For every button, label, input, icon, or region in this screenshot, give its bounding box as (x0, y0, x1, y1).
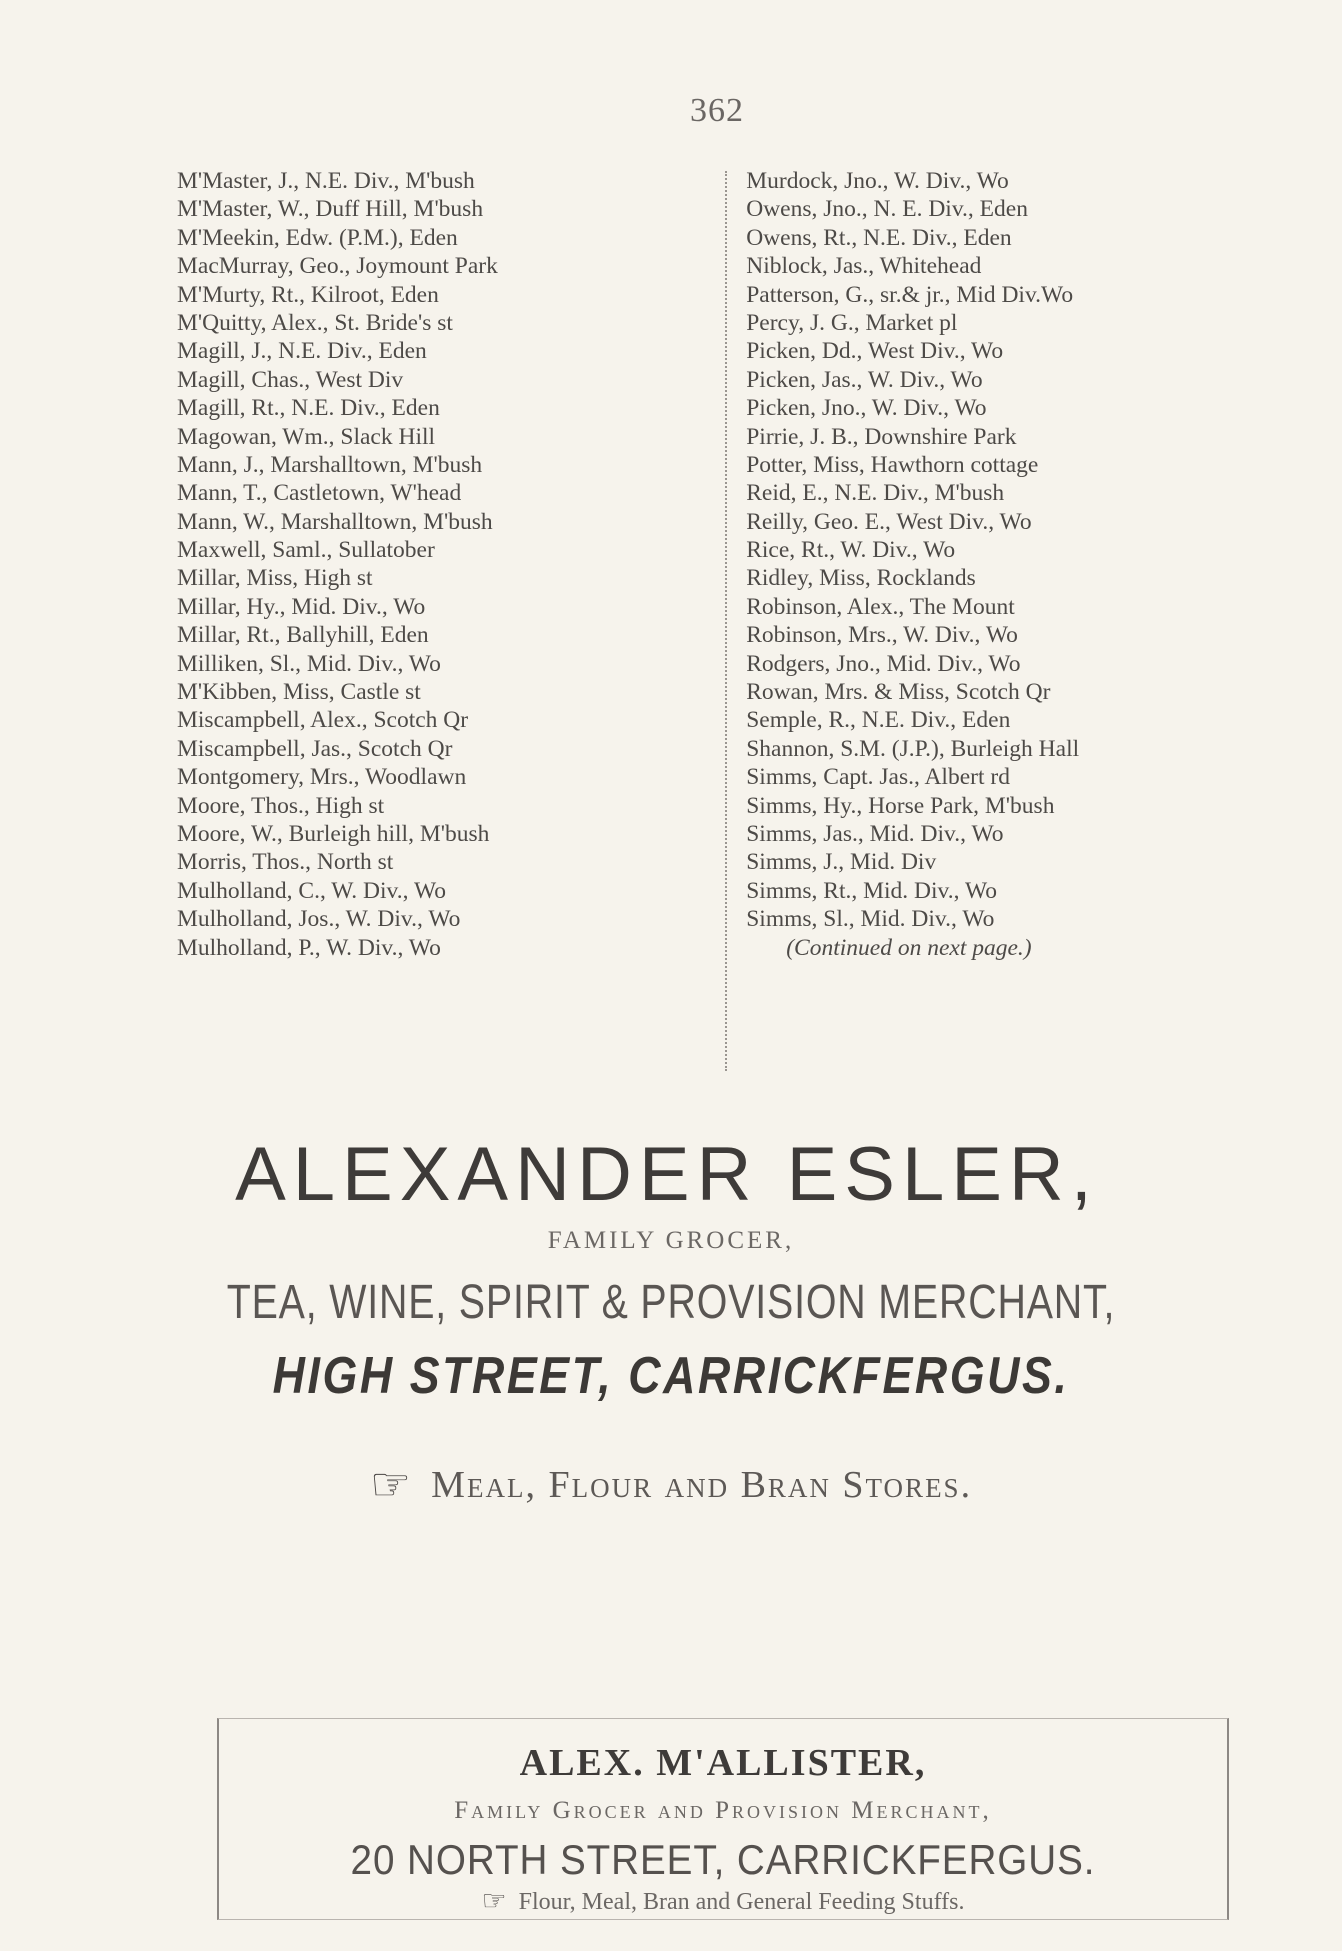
directory-entry: Millar, Hy., Mid. Div., Wo (177, 593, 426, 620)
directory-left-column (177, 167, 725, 1079)
directory-entry: Mulholland, P., W. Div., Wo (177, 934, 441, 961)
directory-entry: Simms, Jas., Mid. Div., Wo (746, 820, 1004, 847)
directory-entry: M'Murty, Rt., Kilroot, Eden (177, 281, 439, 308)
directory-entry: Pirrie, J. B., Downshire Park (746, 423, 1017, 450)
directory-entry: Mann, J., Marshalltown, M'bush (177, 451, 483, 478)
directory-entry: Simms, Capt. Jas., Albert rd (746, 764, 1010, 791)
pointing-hand-icon: ☞ (481, 1886, 507, 1917)
note-text: Flour, Meal, Bran and General Feeding Stuffs. (518, 1888, 965, 1915)
directory-right-column (728, 167, 1213, 1079)
directory-entry: Magowan, Wm., Slack Hill (177, 423, 436, 450)
directory-entry: Magill, J., N.E. Div., Eden (177, 338, 427, 365)
directory-entry: Simms, Sl., Mid. Div., Wo (746, 906, 995, 933)
directory-entry: Niblock, Jas., Whitehead (746, 253, 982, 280)
directory-entry: Rowan, Mrs. & Miss, Scotch Qr (746, 679, 1051, 706)
directory-entry: M'Master, J., N.E. Div., M'bush (177, 168, 475, 194)
directory-entry: MacMurray, Geo., Joymount Park (177, 253, 498, 280)
directory-entry: Miscampbell, Alex., Scotch Qr (177, 707, 469, 734)
directory-entry: Picken, Jas., W. Div., Wo (746, 366, 983, 393)
directory-entry: Rice, Rt., W. Div., Wo (746, 537, 956, 564)
directory-entry: Mulholland, Jos., W. Div., Wo (177, 906, 461, 933)
advertiser-name: ALEXANDER ESLER, (235, 1132, 1099, 1217)
directory-entry: M'Quitty, Alex., St. Bride's st (177, 309, 453, 336)
directory-entry: Simms, Rt., Mid. Div., Wo (746, 877, 997, 904)
stores-text: Meal, Flour and Bran Stores. (431, 1464, 973, 1506)
directory-entry: Picken, Jno., W. Div., Wo (746, 395, 987, 422)
directory-entry: Simms, J., Mid. Div (746, 849, 937, 876)
directory-entry: Maxwell, Saml., Sullatober (177, 537, 435, 564)
directory-entry: Millar, Rt., Ballyhill, Eden (177, 622, 429, 649)
directory-columns (177, 167, 1213, 1079)
directory-entry: Semple, R., N.E. Div., Eden (746, 707, 1011, 734)
advertiser-stores-line (0, 1459, 1342, 1510)
advertisement-esler (0, 1132, 1342, 1510)
directory-entry: M'Kibben, Miss, Castle st (177, 679, 421, 706)
directory-entry: Morris, Thos., North st (177, 849, 394, 876)
directory-entry: Mann, T., Castletown, W'head (177, 480, 462, 507)
directory-entry: Robinson, Mrs., W. Div., Wo (746, 622, 1018, 649)
directory-entry: Moore, Thos., High st (177, 792, 385, 819)
directory-entry: Robinson, Alex., The Mount (746, 593, 1015, 620)
advertiser-address: HIGH STREET, CARRICKFERGUS. (272, 1347, 1070, 1405)
directory-entry: Potter, Miss, Hawthorn cottage (746, 451, 1039, 478)
directory-entry: Percy, J. G., Market pl (746, 309, 958, 336)
directory-entry: M'Meekin, Edw. (P.M.), Eden (177, 224, 458, 251)
directory-entry: Murdock, Jno., W. Div., Wo (746, 168, 1009, 194)
advertiser-trade: FAMILY GROCER, (547, 1227, 795, 1254)
directory-entry: Ridley, Miss, Rocklands (746, 565, 976, 592)
advertiser-name: ALEX. M'ALLISTER, (519, 1742, 927, 1784)
continued-note: (Continued on next page.) (786, 934, 1032, 961)
advertiser-address: 20 NORTH STREET, CARRICKFERGUS. (350, 1836, 1096, 1883)
advertiser-note-line (219, 1887, 1227, 1917)
directory-entry: Mann, W., Marshalltown, M'bush (177, 508, 493, 535)
directory-entry: Owens, Jno., N. E. Div., Eden (746, 196, 1028, 223)
directory-entry: Simms, Hy., Horse Park, M'bush (746, 792, 1055, 819)
directory-entry: Magill, Rt., N.E. Div., Eden (177, 395, 440, 422)
directory-entry: Reid, E., N.E. Div., M'bush (746, 480, 1005, 507)
advertiser-merchant-line: TEA, WINE, SPIRIT & PROVISION MERCHANT, (226, 1276, 1116, 1329)
directory-entry: Montgomery, Mrs., Woodlawn (177, 764, 467, 791)
directory-entry: M'Master, W., Duff Hill, M'bush (177, 196, 484, 223)
directory-entry: Shannon, S.M. (J.P.), Burleigh Hall (746, 735, 1080, 762)
directory-entry: Miscampbell, Jas., Scotch Qr (177, 735, 453, 762)
directory-entry: Rodgers, Jno., Mid. Div., Wo (746, 650, 1021, 677)
directory-entry: Milliken, Sl., Mid. Div., Wo (177, 650, 441, 677)
directory-entry: Reilly, Geo. E., West Div., Wo (746, 508, 1032, 535)
advertisement-mallister (217, 1718, 1229, 1920)
directory-entry: Patterson, G., sr.& jr., Mid Div.Wo (746, 281, 1074, 308)
directory-entry: Mulholland, C., W. Div., Wo (177, 877, 447, 904)
page-number: 362 (690, 92, 744, 129)
directory-entry: Magill, Chas., West Div (177, 366, 404, 393)
directory-entry: Owens, Rt., N.E. Div., Eden (746, 224, 1012, 251)
advertiser-trade: Family Grocer and Provision Merchant, (454, 1797, 992, 1824)
directory-entry: Moore, W., Burleigh hill, M'bush (177, 820, 490, 847)
directory-entry: Picken, Dd., West Div., Wo (746, 338, 1004, 365)
pointing-hand-icon: ☞ (369, 1459, 414, 1510)
directory-entry: Millar, Miss, High st (177, 565, 373, 592)
